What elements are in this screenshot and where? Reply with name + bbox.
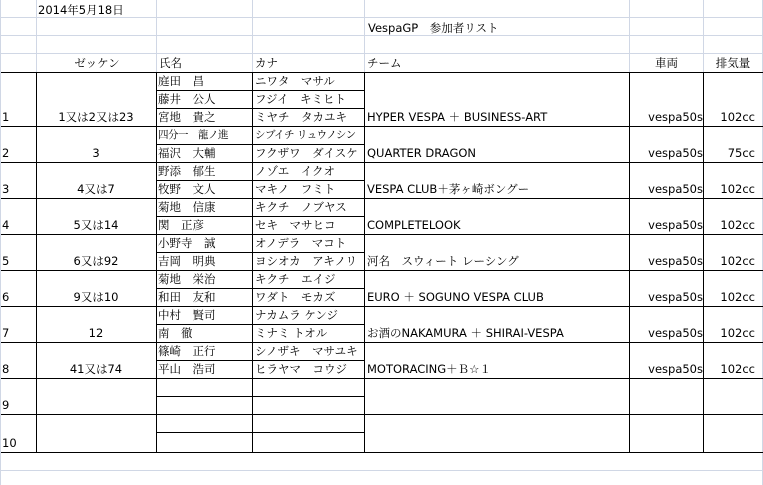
kana-cell[interactable]: ニワタ マサル [255,74,335,88]
column-gridline [252,72,253,452]
column-gridline [0,0,1,485]
kana-cell[interactable]: オノデラ マコト [255,236,347,250]
header-kana[interactable]: カナ [255,56,278,70]
name-cell[interactable]: 牧野 文人 [158,182,216,196]
vehicle-cell[interactable] [629,398,703,412]
name-cell[interactable]: 中村 賢司 [158,308,216,322]
name-cell[interactable]: 藤井 公人 [158,92,216,106]
vehicle-cell[interactable]: vespa50s [648,254,703,268]
name-cell[interactable]: 宮地 貴之 [158,110,216,124]
zekken-cell[interactable]: 3 [92,146,100,160]
name-cell[interactable]: 吉岡 明典 [158,254,216,268]
row-gridline [156,180,364,181]
row-gridline [0,470,763,471]
kana-cell[interactable]: ノゾエ イクオ [255,164,336,178]
vehicle-cell[interactable]: vespa50s [648,326,703,340]
kana-cell[interactable]: フジイ キミヒト [255,92,346,106]
header-displacement[interactable]: 排気量 [715,56,751,70]
row-gridline [0,162,763,163]
row-number[interactable]: 10 [2,436,17,450]
zekken-cell[interactable]: 41又は74 [69,362,123,376]
row-gridline [0,126,763,127]
team-cell[interactable]: MOTORACING＋Ｂ☆１ [367,362,491,376]
row-number[interactable]: 9 [2,398,10,412]
displacement-cell[interactable] [703,436,755,450]
name-cell[interactable]: 南 徹 [158,326,193,340]
kana-cell[interactable]: シノザキ マサユキ [255,344,358,358]
team-cell[interactable]: VESPA CLUB＋茅ヶ崎ボングー [367,182,530,196]
row-number[interactable]: 5 [2,254,10,268]
team-cell[interactable]: HYPER VESPA ＋ BUSINESS-ART [367,110,548,124]
name-cell[interactable]: 篠崎 正行 [158,344,216,358]
zekken-cell[interactable]: 6又は92 [73,254,119,268]
displacement-cell[interactable]: 102cc [720,326,755,340]
kana-cell[interactable]: シブイチ リュウノシン [255,129,356,141]
row-number[interactable]: 4 [2,218,10,232]
name-cell[interactable]: 菊地 栄治 [158,272,216,286]
vehicle-cell[interactable]: vespa50s [648,182,703,196]
vehicle-cell[interactable]: vespa50s [648,110,703,124]
row-gridline [156,144,364,145]
vehicle-cell[interactable] [629,436,703,450]
column-gridline [36,0,37,72]
displacement-cell[interactable] [703,398,755,412]
row-gridline [156,90,364,91]
vehicle-cell[interactable]: vespa50s [648,146,703,160]
kana-cell[interactable]: セキ マサヒコ [255,218,336,232]
row-gridline [0,234,763,235]
row-gridline [0,72,763,73]
kana-cell[interactable]: ナカムラ ケンジ [255,308,339,322]
displacement-cell[interactable]: 102cc [720,362,755,376]
row-gridline [0,452,763,453]
column-gridline [364,72,365,452]
kana-cell[interactable]: マキノ フミト [255,182,336,196]
column-gridline [156,72,157,452]
kana-cell[interactable]: フクザワ ダイスケ [255,146,358,160]
name-cell[interactable]: 小野寺 誠 [158,236,216,250]
row-number[interactable]: 6 [2,290,10,304]
name-cell[interactable]: 野添 郁生 [158,164,216,178]
name-cell[interactable]: 四分一 龍ノ進 [158,129,228,141]
team-cell[interactable]: EURO ＋ SOGUNO VESPA CLUB [367,290,544,304]
row-gridline [0,270,763,271]
zekken-cell[interactable]: 9又は10 [73,290,119,304]
zekken-cell[interactable]: 5又は14 [73,218,119,232]
header-team[interactable]: チーム [367,56,402,70]
team-cell[interactable]: QUARTER DRAGON [367,146,477,160]
vehicle-cell[interactable]: vespa50s [648,290,703,304]
row-gridline [156,252,364,253]
column-gridline [364,0,365,72]
row-number[interactable]: 2 [2,146,10,160]
header-vehicle[interactable]: 車両 [655,56,678,70]
row-gridline [0,198,763,199]
zekken-cell[interactable]: 12 [88,326,104,340]
displacement-cell[interactable]: 102cc [720,110,755,124]
date-cell[interactable]: 2014年5月18日 [38,3,124,17]
kana-cell[interactable]: ワダト モカズ [255,290,336,304]
team-cell[interactable]: COMPLETELOOK [367,218,461,232]
header-name[interactable]: 氏名 [159,56,182,70]
row-number[interactable]: 7 [2,326,10,340]
kana-cell[interactable]: ヨシオカ アキノリ [255,254,358,268]
zekken-cell[interactable] [36,398,156,412]
team-cell[interactable]: お酒のNAKAMURA ＋ SHIRAI-VESPA [367,326,564,340]
row-gridline [0,17,763,18]
kana-cell[interactable]: キクチ エイジ [255,272,336,286]
row-gridline [156,288,364,289]
kana-cell[interactable]: ミナミ トオル [255,326,328,340]
row-gridline [0,35,763,36]
row-number[interactable]: 8 [2,362,10,376]
column-gridline [252,0,253,72]
row-gridline [0,306,763,307]
name-cell[interactable]: 庭田 昌 [158,74,204,88]
zekken-cell[interactable]: 4又は7 [77,182,115,196]
row-gridline [0,414,763,415]
row-gridline [156,360,364,361]
row-number[interactable]: 1 [2,110,10,124]
zekken-cell[interactable]: 1又は2又は23 [58,110,134,124]
name-cell[interactable]: 平山 浩司 [158,362,216,376]
displacement-cell[interactable]: 102cc [720,182,755,196]
row-gridline [156,108,364,109]
vehicle-cell[interactable]: vespa50s [648,218,703,232]
row-gridline [0,342,763,343]
name-cell[interactable]: 和田 友和 [158,290,216,304]
name-cell[interactable]: 福沢 大輔 [158,146,216,160]
displacement-cell[interactable]: 102cc [720,290,755,304]
header-zekken[interactable]: ゼッケン [74,56,120,70]
row-gridline [156,396,364,397]
displacement-cell[interactable]: 75cc [727,146,755,160]
name-cell[interactable]: 関 正彦 [158,218,204,232]
row-gridline [0,378,763,379]
kana-cell[interactable]: ミヤチ タカユキ [255,110,347,124]
kana-cell[interactable]: ヒラヤマ コウジ [255,362,347,376]
row-gridline [0,53,763,54]
row-gridline [156,216,364,217]
name-cell[interactable]: 菊地 信康 [158,200,216,214]
column-gridline [156,0,157,72]
kana-cell[interactable]: キクチ ノブヤス [255,200,347,214]
displacement-cell[interactable]: 102cc [720,218,755,232]
row-number[interactable]: 3 [2,182,10,196]
row-gridline [156,324,364,325]
team-cell[interactable]: 河名 スウィート レーシング [367,254,519,268]
zekken-cell[interactable] [36,436,156,450]
displacement-cell[interactable]: 102cc [720,254,755,268]
sheet-title[interactable]: VespaGP 参加者リスト [368,21,499,35]
vehicle-cell[interactable]: vespa50s [648,362,703,376]
row-gridline [156,432,364,433]
